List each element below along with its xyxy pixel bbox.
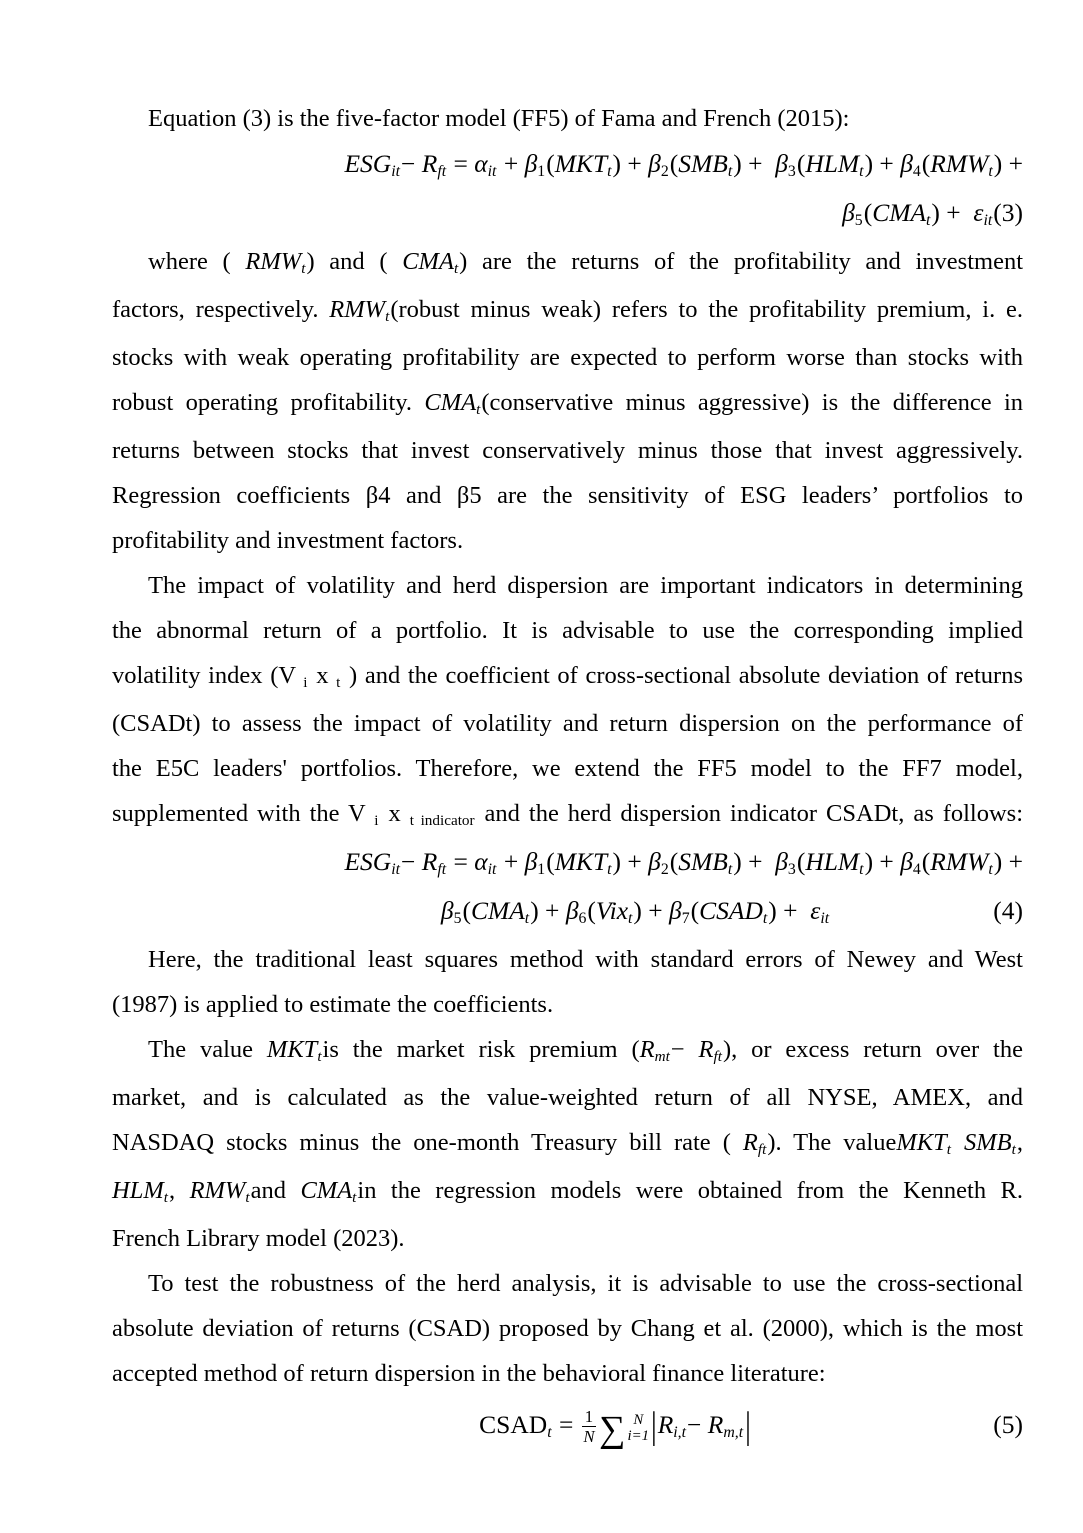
- subscript: ft: [437, 162, 447, 180]
- text-run: (: [863, 198, 873, 227]
- text-run: ,: [1016, 1129, 1023, 1156]
- text-line: [112, 982, 1023, 1027]
- text-run: +: [497, 149, 525, 178]
- equation-line: [112, 1396, 1023, 1458]
- math-variable: R: [657, 1410, 674, 1439]
- math-variable: β: [900, 847, 913, 876]
- math-variable: α: [474, 149, 488, 178]
- math-variable: R: [421, 149, 438, 178]
- text-run: ) +: [530, 896, 566, 925]
- summation-limits: [628, 1413, 649, 1445]
- math-variable: β: [648, 149, 661, 178]
- math-variable: β: [775, 149, 788, 178]
- text-run: +: [497, 847, 525, 876]
- text-line: [112, 937, 1023, 982]
- subscript: t: [163, 1188, 168, 1206]
- text-run: Equation (3) is the five-factor model (FF5) of Fama and French (2015):: [148, 105, 850, 132]
- math-variable: HLM: [805, 847, 860, 876]
- text-run: (: [796, 149, 806, 178]
- text-line: [112, 653, 1023, 701]
- text-line: [112, 239, 1023, 287]
- text-run: the E5C leaders' portfolios. Therefore, we extend the FF5 model to the FF7 model,: [112, 755, 1023, 782]
- text-run: (: [462, 896, 471, 925]
- subscript: t: [245, 1188, 250, 1206]
- equation-line: [112, 839, 1023, 888]
- math-variable: SMB: [678, 149, 728, 178]
- text-run: (: [587, 896, 596, 925]
- text-line: [112, 1351, 1023, 1396]
- math-variable: β: [524, 847, 538, 876]
- text-run: =: [447, 149, 475, 178]
- subscript: t: [476, 400, 481, 418]
- subscript: t: [988, 860, 993, 878]
- math-variable: RMW: [930, 149, 989, 178]
- text-run: −: [687, 1410, 708, 1439]
- math-variable: ε: [810, 896, 821, 925]
- math-variable: CMA: [424, 389, 477, 416]
- subscript: t: [859, 860, 864, 878]
- text-run: NASDAQ stocks minus the one-month Treasury bill rate (: [112, 1129, 743, 1156]
- subscript: 3: [787, 162, 796, 180]
- math-variable: β: [775, 847, 788, 876]
- text-run: the abnormal return of a portfolio. It is advisable to use the corresponding implied: [112, 617, 1023, 644]
- subscript: i: [303, 673, 308, 691]
- math-variable: CMA: [402, 248, 454, 275]
- text-run: ) +: [612, 847, 649, 876]
- subscript: t: [524, 909, 530, 927]
- paragraph: [112, 1027, 1023, 1261]
- subscript: 1: [537, 860, 546, 878]
- subscript: it: [487, 162, 497, 180]
- math-variable: SMB: [964, 1129, 1012, 1156]
- text-run: supplemented with the V: [112, 800, 375, 827]
- equation-line: [112, 190, 1023, 239]
- text-line: [112, 1120, 1023, 1168]
- text-run: (: [921, 847, 931, 876]
- text-run: ) +: [993, 149, 1023, 178]
- text-run: profitability and investment factors.: [112, 527, 464, 554]
- subscript: 7: [681, 909, 690, 927]
- text-run: (: [669, 149, 679, 178]
- fraction: [582, 1407, 596, 1447]
- math-variable: MKT: [896, 1129, 947, 1156]
- math-variable: R: [421, 847, 438, 876]
- absolute-value-bar: |: [650, 1405, 657, 1448]
- equation-line: [112, 141, 1023, 190]
- equation: [112, 839, 1023, 937]
- text-run: (: [690, 896, 700, 925]
- text-run: (: [921, 149, 931, 178]
- math-variable: CMA: [300, 1177, 353, 1204]
- subscript: ft: [757, 1140, 767, 1158]
- text-run: ) are the returns of the profitability and investment: [459, 248, 1023, 275]
- text-run: robust operating profitability.: [112, 389, 425, 416]
- text-run: ) +: [612, 149, 649, 178]
- equation-number: (4): [993, 896, 1023, 925]
- math-variable: R: [707, 1410, 724, 1439]
- paragraph: [112, 563, 1023, 839]
- subscript: t: [859, 162, 864, 180]
- math-variable: β: [565, 896, 579, 925]
- text-line: [112, 335, 1023, 380]
- fraction-denominator: N: [583, 1427, 595, 1447]
- subscript: t: [301, 259, 306, 277]
- subscript: t: [762, 909, 768, 927]
- math-variable: CMA: [872, 198, 927, 227]
- subscript: t: [547, 1423, 552, 1441]
- subscript: ft: [437, 860, 447, 878]
- text-run: ), or excess return over the: [722, 1036, 1023, 1063]
- text-run: and: [250, 1177, 301, 1204]
- summation-upper: N: [633, 1412, 644, 1429]
- text-run: stocks with weak operating profitability are expected to perform worse than stocks with: [112, 344, 1023, 371]
- subscript: it: [983, 211, 993, 229]
- text-run: Regression coefficients β4 and β5 are the sensitivity of ESG leaders’ portfolios to: [112, 482, 1023, 509]
- text-run: French Library model (2023).: [112, 1225, 405, 1252]
- subscript: t: [946, 1140, 951, 1158]
- summation: [599, 1407, 649, 1449]
- text-run: (: [796, 847, 806, 876]
- subscript: 1: [537, 162, 546, 180]
- math-variable: β: [440, 896, 454, 925]
- subscript: it: [391, 860, 400, 878]
- text-run: returns between stocks that invest conservatively minus those that invest aggressively.: [112, 437, 1023, 464]
- text-line: [112, 518, 1023, 563]
- math-variable: RMW: [329, 296, 386, 323]
- subscript: t: [336, 673, 341, 691]
- text-run: =: [447, 847, 475, 876]
- math-variable: β: [900, 149, 913, 178]
- text-run: ) +: [633, 896, 670, 925]
- subscript: t: [926, 211, 931, 229]
- math-variable: ESG: [344, 847, 392, 876]
- subscript: i: [374, 811, 379, 829]
- subscript: t: [453, 259, 459, 277]
- subscript: i,t: [673, 1423, 687, 1441]
- text-run: x: [308, 662, 337, 689]
- subscript: t: [607, 162, 612, 180]
- text-line: [112, 380, 1023, 428]
- text-run: ) +: [993, 847, 1023, 876]
- text-run: in the regression models were obtained from the Kenneth R.: [357, 1177, 1024, 1204]
- text-run: market, and is calculated as the value-weighted return of all NYSE, AMEX, and: [112, 1084, 1023, 1111]
- math-variable: MKT: [554, 847, 608, 876]
- text-run: ,: [168, 1177, 190, 1204]
- text-line: [112, 1216, 1023, 1261]
- text-line: [112, 428, 1023, 473]
- paragraph: [112, 239, 1023, 563]
- text-run: accepted method of return dispersion in the behavioral finance literature:: [112, 1360, 826, 1387]
- text-run: ). The value: [767, 1129, 897, 1156]
- math-variable: RMW: [930, 847, 989, 876]
- text-run: ) +: [733, 149, 776, 178]
- text-line: [112, 608, 1023, 653]
- subscript: t: [352, 1188, 357, 1206]
- subscript: t: [607, 860, 612, 878]
- summation-lower: i=1: [627, 1428, 649, 1445]
- text-run: [952, 1129, 964, 1156]
- math-variable: MKT: [554, 149, 608, 178]
- math-variable: Vix: [595, 896, 629, 925]
- math-variable: R: [742, 1129, 758, 1156]
- text-run: and the herd dispersion indicator CSADt, as follows:: [475, 800, 1024, 827]
- text-line: [112, 473, 1023, 518]
- text-run: To test the robustness of the herd analysis, it is advisable to use the cross-sectional: [148, 1270, 1023, 1297]
- text-line: [112, 563, 1023, 608]
- text-line: [112, 1261, 1023, 1306]
- sigma-symbol: ∑: [599, 1407, 626, 1449]
- subscript: t: [727, 860, 733, 878]
- text-line: [112, 1168, 1023, 1216]
- text-run: ) +: [733, 847, 776, 876]
- text-line: [112, 96, 1023, 141]
- text-run: ) +: [864, 149, 901, 178]
- text-line: [112, 701, 1023, 746]
- text-run: (robust minus weak) refers to the profitability premium, i. e.: [390, 296, 1023, 323]
- math-variable: CMA: [470, 896, 525, 925]
- text-run: ) and (: [306, 248, 403, 275]
- subscript: t: [727, 162, 733, 180]
- math-variable: R: [698, 1036, 714, 1063]
- math-variable: MKT: [266, 1036, 318, 1063]
- text-run: −: [401, 847, 422, 876]
- text-run: Here, the traditional least squares method with standard errors of Newey and West: [148, 946, 1023, 973]
- text-run: absolute deviation of returns (CSAD) proposed by Chang et al. (2000), which is the most: [112, 1315, 1023, 1342]
- subscript: 3: [787, 860, 796, 878]
- subscript: 4: [912, 162, 921, 180]
- equation: [112, 1396, 1023, 1458]
- math-variable: SMB: [678, 847, 728, 876]
- subscript: t: [1011, 1140, 1016, 1158]
- text-run: (: [669, 847, 679, 876]
- subscript: 6: [578, 909, 587, 927]
- text-run: CSAD: [479, 1410, 548, 1439]
- subscript: ft: [713, 1047, 722, 1065]
- subscript: t: [385, 307, 390, 325]
- math-variable: R: [639, 1036, 655, 1063]
- subscript: it: [820, 909, 830, 927]
- subscript: it: [391, 162, 400, 180]
- math-variable: HLM: [112, 1177, 164, 1204]
- text-line: [112, 287, 1023, 335]
- text-run: volatility index (V: [112, 662, 304, 689]
- fraction-numerator: 1: [582, 1407, 596, 1427]
- text-line: [112, 1075, 1023, 1120]
- paragraph: [112, 937, 1023, 1027]
- text-run: (: [546, 847, 555, 876]
- paragraph: [112, 1261, 1023, 1396]
- math-variable: ESG: [344, 149, 392, 178]
- text-run: x: [379, 800, 410, 827]
- paragraph: [112, 96, 1023, 141]
- text-run: factors, respectively.: [112, 296, 330, 323]
- document-content: [112, 96, 1023, 1458]
- subscript: 5: [453, 909, 462, 927]
- text-run: (: [546, 149, 555, 178]
- subscript: t: [628, 909, 633, 927]
- equation-number: (5): [993, 1410, 1023, 1439]
- text-run: The value: [148, 1036, 267, 1063]
- text-line: [112, 1027, 1023, 1075]
- subscript: t indicator: [409, 811, 475, 829]
- subscript: m,t: [723, 1423, 744, 1441]
- text-line: [112, 746, 1023, 791]
- text-run: =: [552, 1410, 580, 1439]
- text-run: ) and the coefficient of cross-sectional absolute deviation of returns: [341, 662, 1023, 689]
- math-variable: HLM: [805, 149, 860, 178]
- text-run: is the market risk premium (: [322, 1036, 640, 1063]
- text-line: [112, 1306, 1023, 1351]
- math-variable: β: [648, 847, 661, 876]
- math-variable: ε: [973, 198, 984, 227]
- math-variable: β: [669, 896, 682, 925]
- text-run: (conservative minus aggressive) is the difference in: [481, 389, 1023, 416]
- math-variable: CSAD: [699, 896, 763, 925]
- equation-line: [112, 888, 1023, 937]
- math-variable: RMW: [189, 1177, 246, 1204]
- text-line: [112, 791, 1023, 839]
- text-run: (3): [993, 198, 1023, 227]
- math-variable: RMW: [245, 248, 302, 275]
- text-run: (1987) is applied to estimate the coefficients.: [112, 991, 554, 1018]
- text-run: ) +: [768, 896, 811, 925]
- text-run: ) +: [931, 198, 974, 227]
- subscript: t: [317, 1047, 322, 1065]
- text-run: (CSADt) to assess the impact of volatility and return dispersion on the performance of: [112, 710, 1023, 737]
- math-variable: α: [474, 847, 488, 876]
- math-variable: β: [524, 149, 538, 178]
- subscript: 2: [660, 162, 669, 180]
- math-variable: β: [842, 198, 855, 227]
- absolute-value-bar: |: [745, 1405, 751, 1448]
- text-run: where (: [148, 248, 246, 275]
- text-run: The impact of volatility and herd dispersion are important indicators in determining: [148, 572, 1023, 599]
- subscript: it: [487, 860, 497, 878]
- subscript: 4: [912, 860, 921, 878]
- subscript: mt: [654, 1047, 670, 1065]
- subscript: t: [988, 162, 993, 180]
- text-run: −: [401, 149, 422, 178]
- text-run: −: [670, 1036, 699, 1063]
- subscript: 5: [854, 211, 863, 229]
- text-run: ) +: [864, 847, 901, 876]
- equation: [112, 141, 1023, 239]
- subscript: 2: [660, 860, 669, 878]
